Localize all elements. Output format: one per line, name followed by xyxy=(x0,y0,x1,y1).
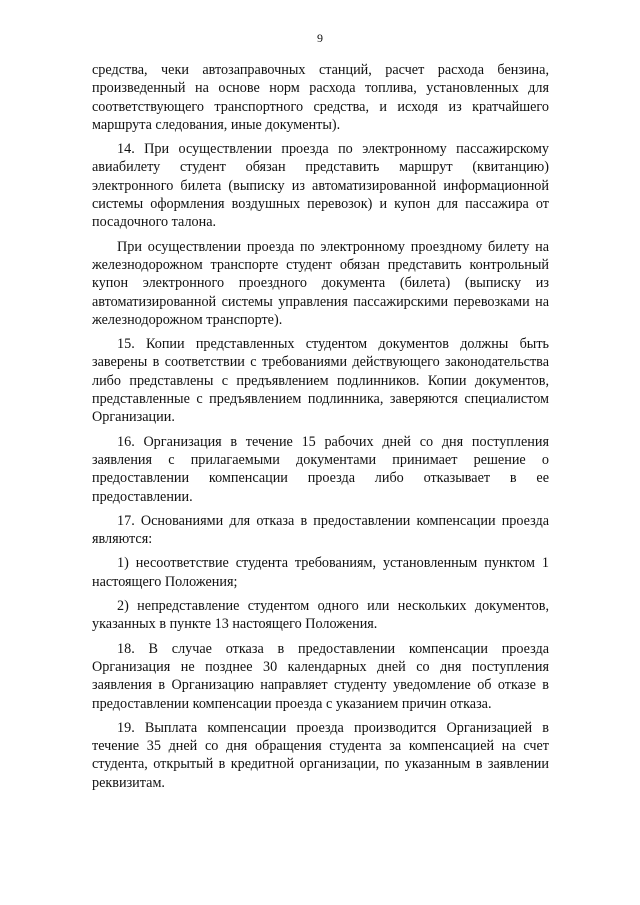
paragraph-18: 18. В случае отказа в предоставлении компенсации проезда Организация не позднее 30 календарных дней со дня поступления заявления в Организацию направляет студенту уведомление об отказе в предоставлении компенсации проезда с указанием причин отказа. xyxy=(92,640,549,712)
paragraph-continuation: средства, чеки автозаправочных станций, расчет расхода бензина, произведенный на основе норм расхода топлива, установленных для соответствующего транспортного средства, и исходя из кратчайшего маршрута следования, иные документы). xyxy=(92,62,549,133)
paragraph-16: 16. Организация в течение 15 рабочих дней со дня поступления заявления с прилагаемыми документами принимает решение о предоставлении компенсации проезда либо отказывает в ее предоставлении. xyxy=(92,433,549,505)
paragraph-14: 14. При осуществлении проезда по электронному пассажирскому авиабилету студент обязан представить маршрут (квитанцию) электронного билета (выписку из автоматизированной информационной системы оформления воздушных перевозок) и купон для пассажира от посадочного талона. xyxy=(92,141,549,231)
document-body xyxy=(92,61,549,798)
paragraph-14-rail: При осуществлении проезда по электронному проездному билету на железнодорожном транспорте студент обязан представить контрольный купон электронного проездного документа (билета) (выписку из автоматизированной системы управления пассажирскими перевозками на железнодорожном транспорте). xyxy=(92,238,549,328)
paragraph-17: 17. Основаниями для отказа в предоставлении компенсации проезда являются: xyxy=(92,512,549,548)
paragraph-15: 15. Копии представленных студентом документов должны быть заверены в соответствии с требованиями действующего законодательства либо представлены с предъявлением подлинников. Копии документов, представленные с предъявлением подлинника, заверяются специалистом Организации. xyxy=(92,336,549,426)
page-number: 9 xyxy=(317,31,323,45)
paragraph-17-item-2: 2) непредставление студентом одного или нескольких документов, указанных в пункте 13 настоящего Положения. xyxy=(92,598,549,633)
paragraph-19: 19. Выплата компенсации проезда производится Организацией в течение 35 дней со дня обращения студента за компенсацией на счет студента, открытый в кредитной организации, по указанным в заявлении реквизитам. xyxy=(92,719,549,791)
paragraph-17-item-1: 1) несоответствие студента требованиям, установленным пунктом 1 настоящего Положения; xyxy=(92,555,549,590)
